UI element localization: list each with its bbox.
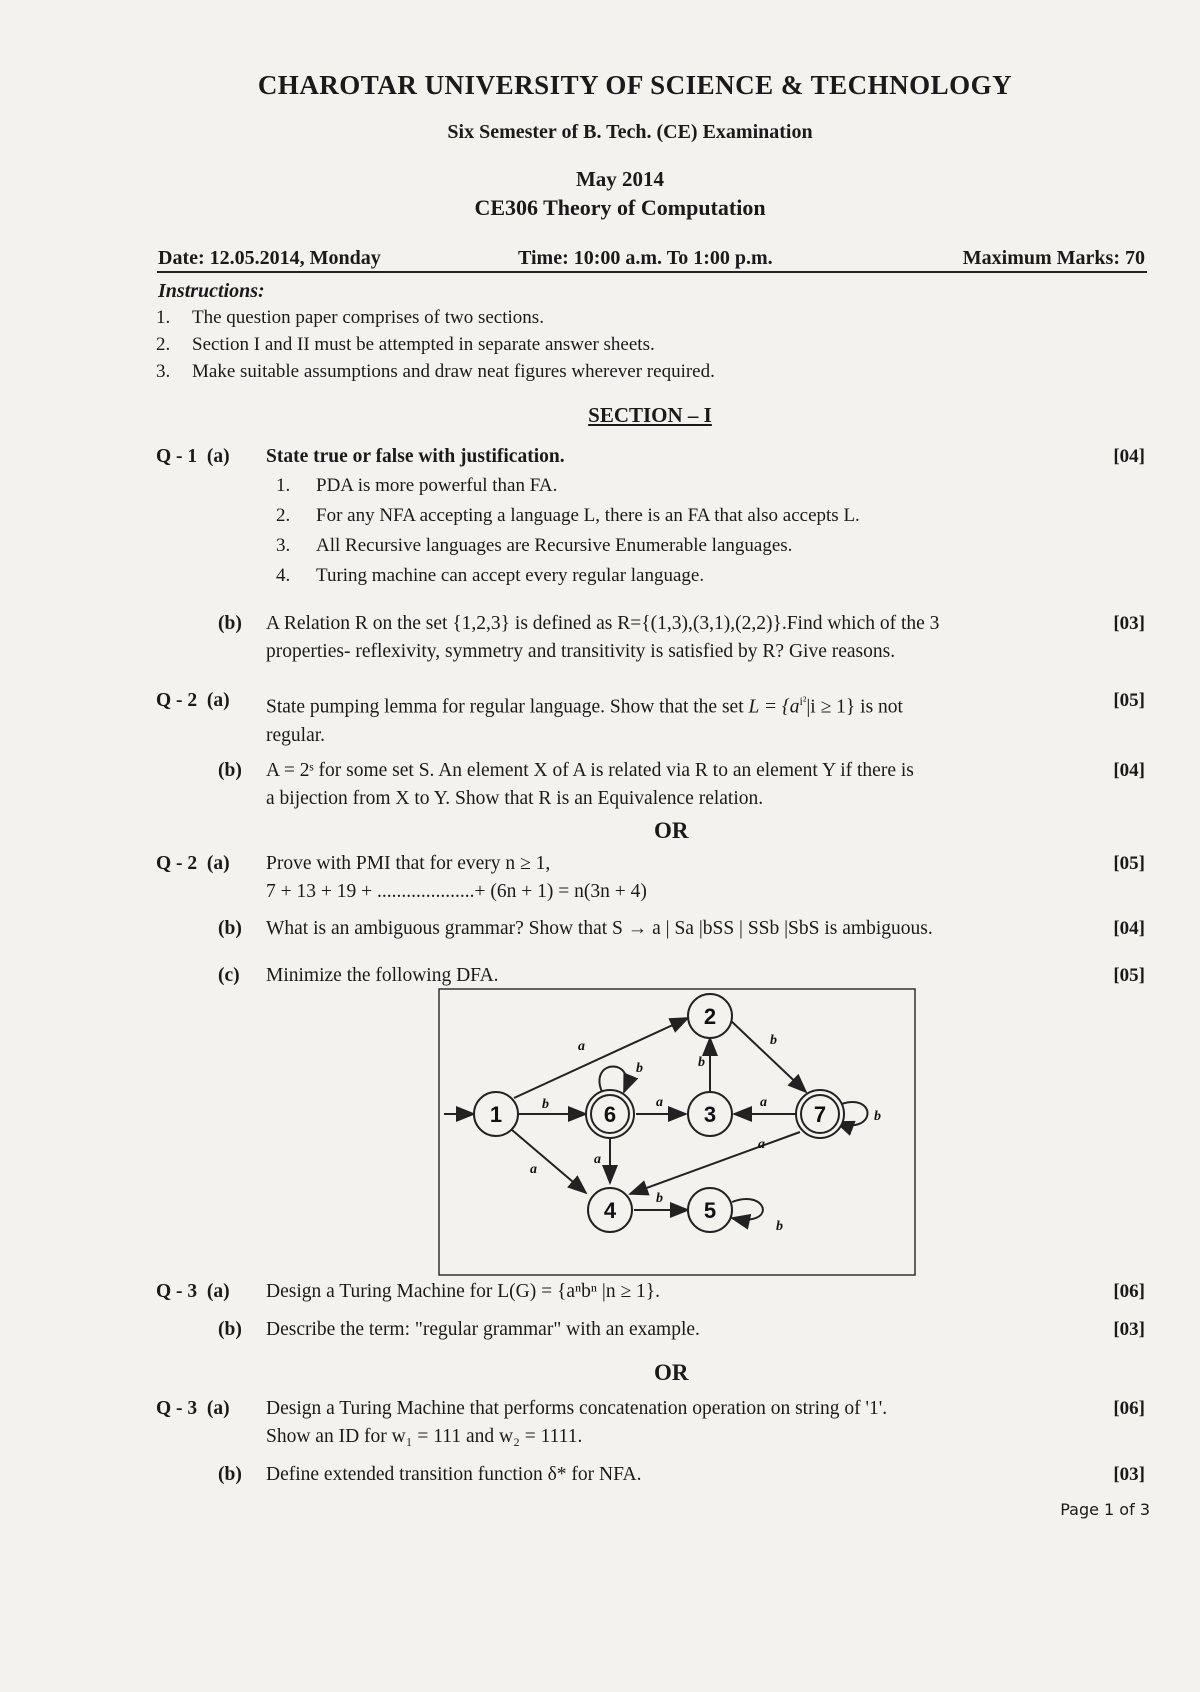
question-number: Q - 1 (a) [156,446,230,467]
section-title: SECTION – I [588,403,712,427]
dfa-state [688,1188,732,1232]
instruction-item: 2. Section I and II must be attempted in separate answer sheets. [156,334,655,355]
list-item: 1. PDA is more powerful than FA. [276,475,558,496]
question-marks: [06] [1113,1281,1145,1302]
list-item: 4. Turing machine can accept every regular language. [276,565,705,586]
instruction-item: 3. Make suitable assumptions and draw neat figures wherever required. [156,361,715,382]
dfa-state [474,1092,518,1136]
question-label: (b) [218,1319,242,1340]
edge-label: a [758,1137,765,1152]
question-text: A Relation R on the set {1,2,3} is defined as R={(1,3),(3,1),(2,2)}.Find which of the 3 properties- reflexivity, symmetry and transitivity is satisfied by R? Give reasons. [266,613,940,662]
svg-text:1: 1 [489,1102,503,1127]
course-title: CE306 Theory of Computation [474,195,766,220]
question-label: (b) [218,918,242,939]
exam-title: Six Semester of B. Tech. (CE) Examination [447,121,813,143]
question-marks: [06] [1113,1398,1145,1419]
question-text: Design a Turing Machine for L(G) = {aⁿbⁿ |n ≥ 1}. [266,1281,661,1302]
university-name: CHAROTAR UNIVERSITY OF SCIENCE & TECHNOLOGY [257,70,1013,100]
svg-text:6: 6 [603,1102,617,1127]
question-marks: [03] [1113,1464,1145,1485]
question-label: (b) [218,1464,242,1485]
question-number: Q - 2 (a) [156,853,230,874]
dfa-state-final [796,1090,844,1138]
header-rule [157,271,1147,273]
edge-label: b [776,1219,783,1234]
question-marks: [05] [1113,965,1145,986]
question-label: (c) [218,965,240,986]
question-marks: [05] [1113,690,1145,711]
question-marks: [05] [1113,853,1145,874]
edge-label: a [594,1152,601,1167]
question-text: Minimize the following DFA. [266,965,499,986]
question-text: Describe the term: "regular grammar" with an example. [266,1319,700,1340]
exam-month: May 2014 [575,167,665,191]
question-number: Q - 3 (a) [156,1398,230,1419]
svg-text:2: 2 [703,1004,717,1029]
dfa-state [588,1188,632,1232]
question-text: A = 2ˢ for some set S. An element X of A is related via R to an element Y if there is a bijection from X to Y. Show that R is an Equivalence relation. [266,760,914,809]
question-text: State pumping lemma for regular language. Show that the set $L = \{a^{i^2}|i \ge 1\}$ is not regular. [266,694,903,746]
question-label: (b) [218,760,242,781]
edge-label: b [656,1191,663,1206]
dfa-state [688,1092,732,1136]
question-number: Q - 3 (a) [156,1281,230,1302]
edge-label: b [698,1055,705,1070]
question-text: What is an ambiguous grammar? Show that S → a | Sa |bSS | SSb |SbS is ambiguous. [266,918,933,939]
edge-label: b [770,1033,777,1048]
question-text: State true or false with justification. [266,446,565,467]
edge-label: a [656,1095,663,1110]
question-label: (b) [218,613,242,634]
edge-label: b [874,1109,881,1124]
exam-date: Date: 12.05.2014, Monday [158,247,381,269]
dfa-state [688,994,732,1038]
svg-text:7: 7 [813,1102,827,1127]
max-marks: Maximum Marks: 70 [962,247,1145,269]
dfa-state-final [586,1090,634,1138]
svg-text:4: 4 [603,1198,617,1223]
question-marks: [04] [1113,760,1145,781]
list-item: 3. All Recursive languages are Recursive Enumerable languages. [276,535,793,556]
edge-label: b [636,1061,643,1076]
edge-label: a [760,1095,767,1110]
question-text: Prove with PMI that for every n ≥ 1, 7 + 13 + 19 + ....................+ (6n + 1) = n(3n + 4) [266,853,647,902]
list-item: 2. For any NFA accepting a language L, there is an FA that also accepts L. [276,505,860,526]
question-marks: [03] [1113,613,1145,634]
svg-text:3: 3 [703,1102,717,1127]
exam-time: Time: 10:00 a.m. To 1:00 p.m. [518,247,773,269]
question-number: Q - 2 (a) [156,690,230,711]
edge-label: b [542,1097,549,1112]
question-marks: [04] [1113,446,1145,467]
page-number: Page 1 of 3 [1060,1500,1150,1519]
question-text: Design a Turing Machine that performs concatenation operation on string of '1'. Show an ID for w₁ = 111 and w₂ = 1111. [266,1398,888,1447]
edge-label: a [578,1039,585,1054]
instruction-item: 1. The question paper comprises of two sections. [156,307,544,328]
or-label: OR [654,1360,689,1385]
question-marks: [04] [1113,918,1145,939]
question-marks: [03] [1113,1319,1145,1340]
edge-label: a [530,1162,537,1177]
question-text: Define extended transition function δ* for NFA. [266,1464,642,1485]
svg-text:5: 5 [703,1198,717,1223]
instructions-title: Instructions: [158,280,265,302]
dfa-diagram [438,988,918,1278]
or-label: OR [654,818,689,843]
